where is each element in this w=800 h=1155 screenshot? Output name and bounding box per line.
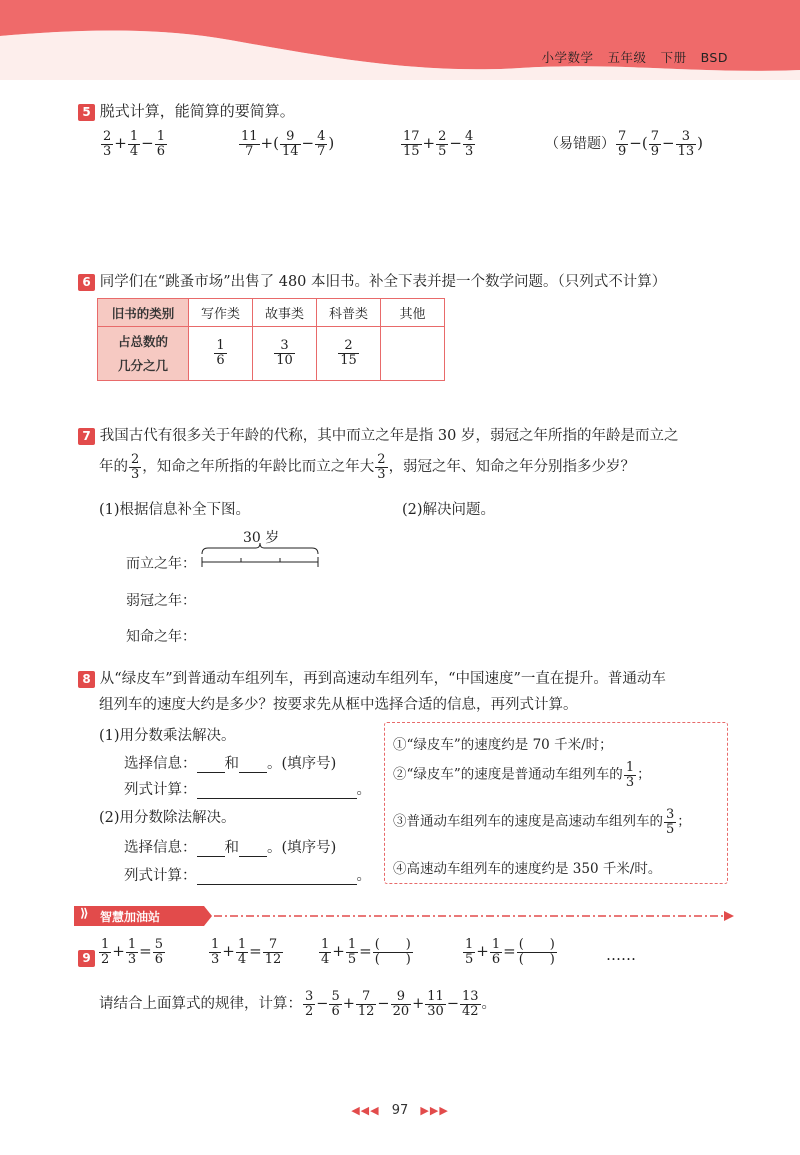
q8-select-1: 选择信息： 和 。(填序号): [124, 756, 337, 772]
header-term: 下册: [660, 50, 687, 65]
q6-number: 6: [78, 274, 95, 291]
q8-sub-2: (2)用分数除法解决。: [99, 810, 236, 826]
q8-info-3: ③普通动车组列车的速度是高速动车组列车的 $\frac{3}{5}$ ；: [393, 807, 691, 837]
q7-row-zhiming: 知命之年：: [126, 629, 196, 645]
q6-header-fraction: [98, 327, 189, 381]
q7-row-erli: 而立之年：: [126, 556, 196, 572]
q8-select-2-blank-a[interactable]: [197, 856, 225, 857]
q7-text-1: 我国古代有很多关于年龄的代称，其中而立之年是指 30 岁，弱冠之年所指的年龄是而立之: [99, 428, 679, 444]
header-edition: BSD: [700, 50, 728, 65]
q9-prompt: 请结合上面算式的规律，计算：: [99, 996, 302, 1013]
q8-select-1-blank-a[interactable]: [197, 772, 225, 773]
header-wave: [0, 0, 800, 80]
q5-expr-3: $\frac{17}{15}$ + $\frac{2}{5}$ − $\frac{4}{3}$: [403, 129, 474, 159]
q6-frac-1: $\frac{1}{6}$: [189, 327, 253, 381]
q7-segment-diagram: [198, 540, 323, 570]
banner-title: 智慧加油站: [100, 910, 161, 924]
q6-frac-4-empty[interactable]: [381, 327, 445, 381]
q9-prompt-line: 请结合上面算式的规律，计算： $\frac{3}{2}$ − $\frac{5}{6}$ + $\frac{7}{12}$ − $\frac{9}{20}$ + $\frac{11}{30}$ − $\frac{13}{42}$ 。: [99, 989, 497, 1019]
q6-cat-1: 写作类: [189, 299, 253, 327]
q6-prompt-line: [78, 270, 666, 291]
q5-prompt-line: [78, 100, 295, 121]
page-number: 97: [391, 1103, 409, 1118]
q5-expr-4: （易错题） $\frac{7}{9}$ −( $\frac{7}{9}$ − $\frac{3}{13}$ ): [545, 129, 703, 159]
q5-expr-2: $\frac{11}{7}$ +( $\frac{9}{14}$ − $\frac{4}{7}$ ): [241, 129, 335, 159]
q6-cat-4: 其他: [381, 299, 445, 327]
q8-sub-1: (1)用分数乘法解决。: [99, 728, 236, 744]
footer-right-arrows: ▶▶▶: [420, 1104, 449, 1117]
q8-number: 8: [78, 671, 95, 688]
q5-prompt: 脱式计算，能简算的要简算。: [99, 102, 295, 120]
q8-calc-2-blank[interactable]: [197, 884, 357, 885]
q7-row-ruoguan: 弱冠之年：: [126, 593, 196, 609]
header-grade: 五年级: [607, 50, 647, 65]
q6-cat-2: 故事类: [253, 299, 317, 327]
q9-eq-4-answer[interactable]: $\frac{( )}{( )}$: [518, 937, 555, 967]
q8-select-2-blank-b[interactable]: [239, 856, 267, 857]
q8-info-4: ④高速动车组列车的速度约是 350 千米/时。: [393, 861, 662, 877]
footer-pager: [335, 1103, 465, 1118]
q6-table: [97, 298, 445, 381]
q9-number-wrap: [78, 948, 95, 967]
q6-header-category: 旧书的类别: [98, 299, 189, 327]
q9-eq-2: $\frac{1}{3}$ + $\frac{1}{4}$ = $\frac{7}{12}$: [211, 937, 282, 967]
banner-icon: ⟫: [80, 906, 89, 920]
q8-text-1: 从“绿皮车”到普通动车组列车，再到高速动车组列车，“中国速度”一直在提升。普通动车: [99, 671, 666, 687]
q8-calc-2: 列式计算： 。: [124, 868, 371, 884]
q8-line-1: [78, 667, 666, 688]
banner-graphic: [74, 904, 739, 928]
q9-eq-3-answer[interactable]: $\frac{( )}{( )}$: [374, 937, 411, 967]
q9-ellipsis: ……: [606, 946, 636, 964]
q5-number: 5: [78, 104, 95, 121]
q8-select-2: 选择信息： 和 。(填序号): [124, 840, 337, 856]
header-title: [528, 48, 728, 66]
footer-left-arrows: ◀◀◀: [351, 1104, 380, 1117]
q6-frac-2: $\frac{3}{10}$: [253, 327, 317, 381]
q9-eq-3: $\frac{1}{4}$ + $\frac{1}{5}$ = $\frac{( )}{( )}$: [321, 937, 411, 967]
q8-info-1: ①“绿皮车”的速度约是 70 千米/时；: [393, 737, 613, 753]
q5-note: （易错题）: [545, 136, 615, 153]
q7-sub-2: (2)解决问题。: [402, 502, 496, 518]
q8-calc-1: 列式计算： 。: [124, 782, 371, 798]
q7-number: 7: [78, 428, 95, 445]
q5-expr-1: $\frac{2}{3}$ + $\frac{1}{4}$ − $\frac{1}{6}$: [103, 129, 165, 159]
q6-cat-3: 科普类: [317, 299, 381, 327]
q8-line-2: 组列车的速度大约是多少？按要求先从框中选择合适的信息，再列式计算。: [99, 697, 578, 713]
q9-number: 9: [78, 950, 95, 967]
q6-header-fraction-a: 占总数的: [117, 333, 168, 349]
header-subject: 小学数学: [541, 50, 594, 65]
q7-sub-1: (1)根据信息补全下图。: [99, 502, 251, 518]
q9-eq-4: $\frac{1}{5}$ + $\frac{1}{6}$ = $\frac{( )}{( )}$: [465, 937, 555, 967]
q7-diagram-label: 30 岁: [243, 530, 280, 546]
q6-frac-3: $\frac{2}{15}$: [317, 327, 381, 381]
q6-header-fraction-b: 几分之几: [117, 357, 168, 373]
q9-eq-1: $\frac{1}{2}$ + $\frac{1}{3}$ = $\frac{5}{6}$: [101, 937, 163, 967]
q7-line-1: [78, 424, 678, 445]
q8-calc-1-blank[interactable]: [197, 798, 357, 799]
q8-select-1-blank-b[interactable]: [239, 772, 267, 773]
q8-info-2: ②“绿皮车”的速度是普通动车组列车的 $\frac{1}{3}$ ；: [393, 760, 651, 790]
q7-line-2: 年的 $\frac{2}{3}$ ，知命之年所指的年龄比而立之年大 $\frac{2}{3}$ ，弱冠之年、知命之年分别指多少岁？: [99, 452, 636, 482]
q6-prompt: 同学们在“跳蚤市场”出售了 480 本旧书。补全下表并提一个数学问题。（只列式不计算）: [99, 274, 667, 290]
